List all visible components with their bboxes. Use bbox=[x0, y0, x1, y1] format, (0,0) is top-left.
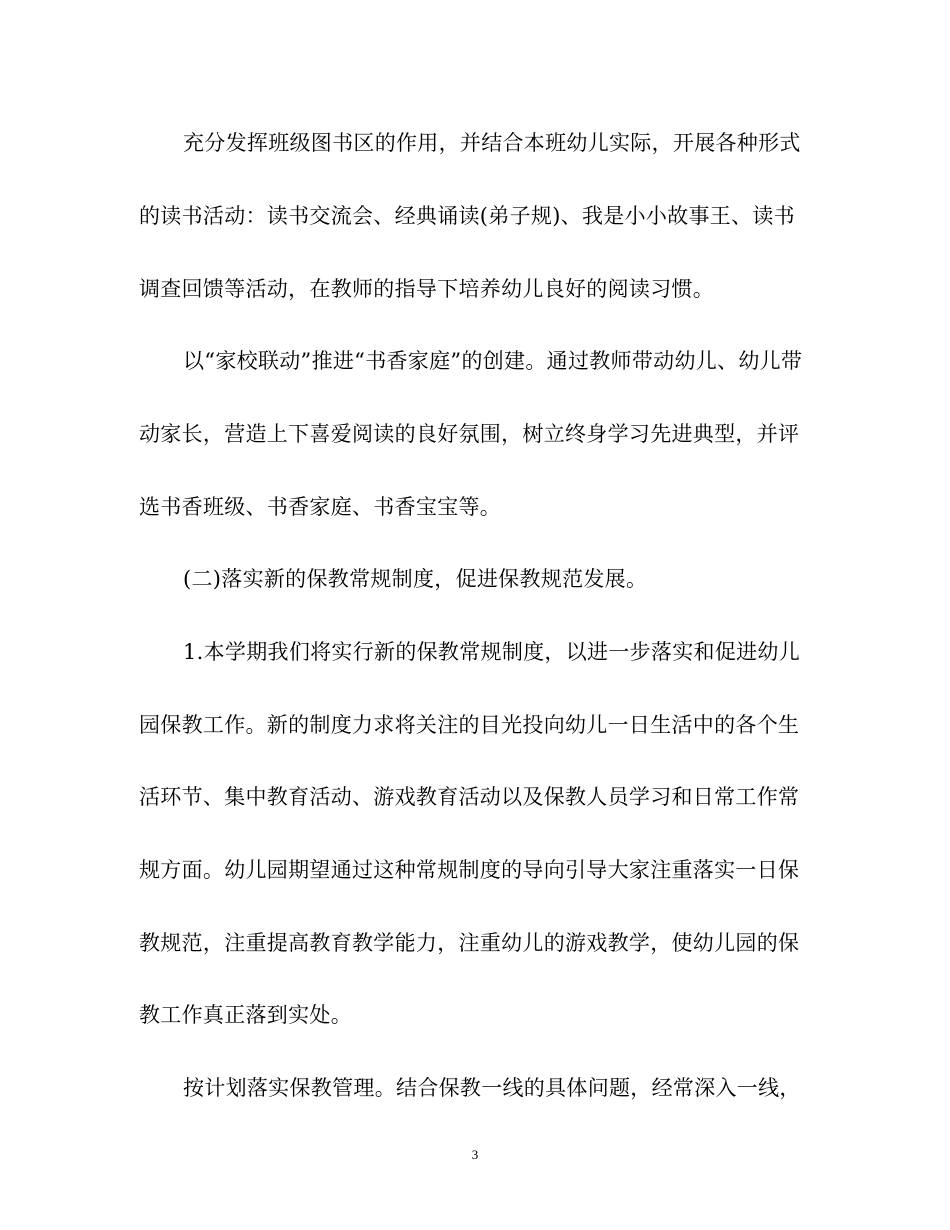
paragraph-line: 教规范，注重提高教育教学能力，注重幼儿的游戏教学，使幼儿园的保 bbox=[139, 931, 800, 955]
paragraph-line: 教工作真正落到实处。 bbox=[139, 1003, 352, 1027]
paragraph-line: 的读书活动：读书交流会、经典诵读(弟子规)、我是小小故事王、读书 bbox=[139, 204, 795, 228]
section-heading: (二)落实新的保教常规制度，促进保教规范发展。 bbox=[183, 567, 648, 591]
paragraph-line: 规方面。幼儿园期望通过这种常规制度的导向引导大家注重落实一日保 bbox=[139, 858, 800, 882]
paragraph-line: 以“家校联动”推进“书香家庭”的创建。通过教师带动幼儿、幼儿带 bbox=[183, 349, 803, 373]
paragraph-line: 充分发挥班级图书区的作用，并结合本班幼儿实际，开展各种形式 bbox=[183, 131, 801, 155]
paragraph-line: 选书香班级、书香家庭、书香宝宝等。 bbox=[139, 495, 502, 519]
paragraph-line: 动家长，营造上下喜爱阅读的良好氛围，树立终身学习先进典型，并评 bbox=[139, 422, 800, 446]
page-number: 3 bbox=[471, 1147, 479, 1162]
paragraph-line: 1.本学期我们将实行新的保教常规制度，以进一步落实和促进幼儿 bbox=[183, 640, 801, 664]
paragraph-line: 按计划落实保教管理。结合保教一线的具体问题，经常深入一线， bbox=[183, 1076, 801, 1100]
paragraph-line: 活环节、集中教育活动、游戏教育活动以及保教人员学习和日常工作常 bbox=[139, 785, 800, 809]
paragraph-line: 调查回馈等活动，在教师的指导下培养幼儿良好的阅读习惯。 bbox=[139, 277, 715, 301]
paragraph-line: 园保教工作。新的制度力求将关注的目光投向幼儿一日生活中的各个生 bbox=[139, 713, 800, 737]
